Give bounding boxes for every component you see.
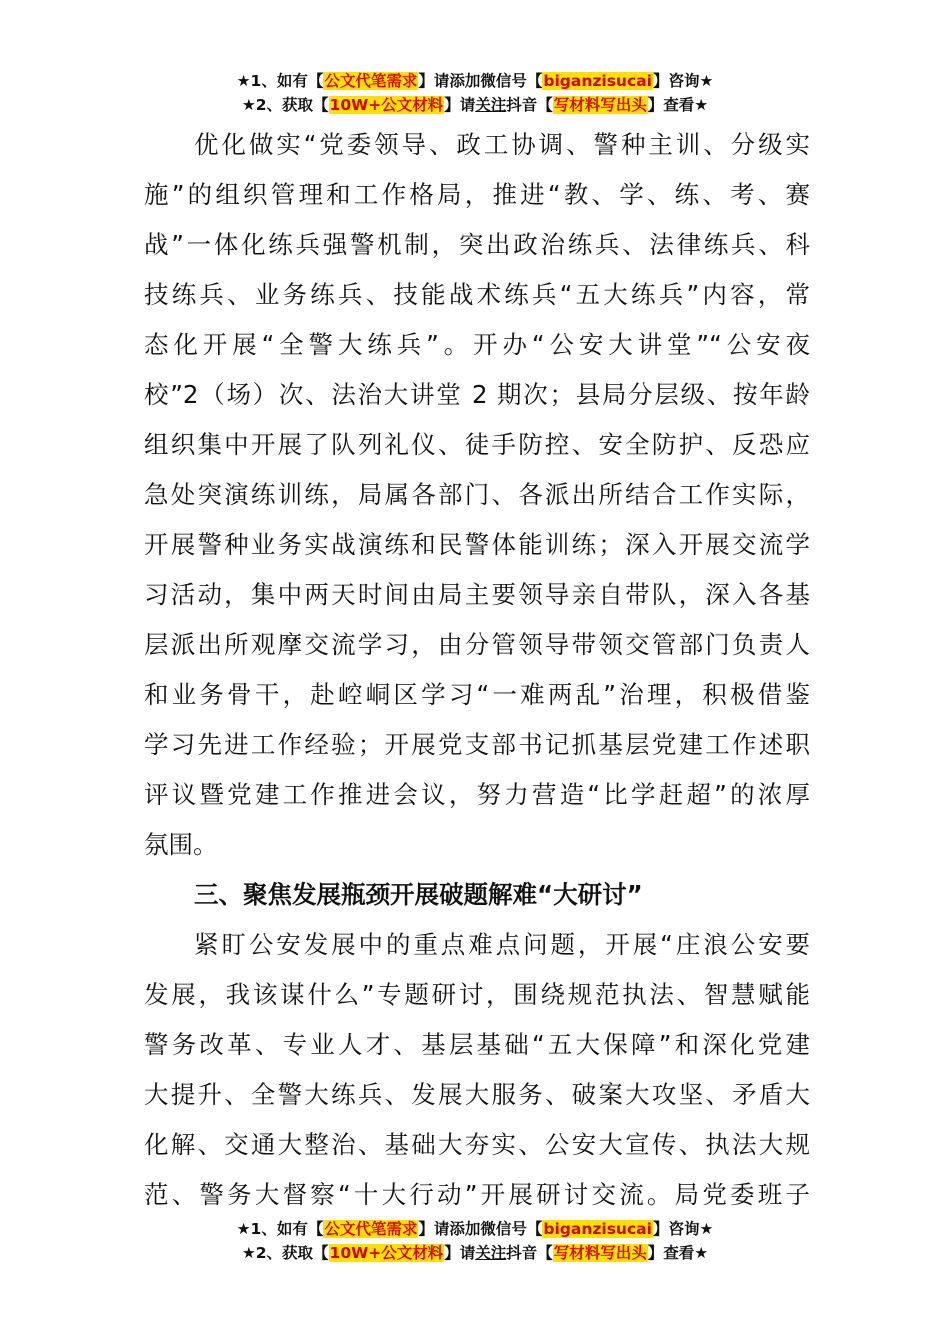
paragraph-line: 技练兵、业务练兵、技能战术练兵“五大练兵”内容，常 — [144, 280, 810, 309]
promo-line-2-top — [0, 94, 950, 116]
paragraph-line: 紧盯公安发展中的重点难点问题，开展“庄浪公安要 — [194, 930, 810, 959]
paragraph-line: 急处突演练训练，局属各部门、各派出所结合工作实际， — [144, 480, 810, 509]
promo-text: ★2、获取【 — [241, 1244, 329, 1262]
paragraph-line: 和业务骨干，赴崆峒区学习“一难两乱”治理，积极借鉴 — [144, 680, 810, 709]
paragraph-line: 化解、交通大整治、基础大夯实、公安大宣传、执法大规 — [144, 1130, 810, 1159]
wechat-id-highlight: biganzisucai — [543, 1220, 652, 1238]
promo-text: 】请添加微信号【 — [418, 72, 543, 90]
paragraph-line: 大提升、全警大练兵、发展大服务、破案大攻坚、矛盾大 — [144, 1080, 810, 1109]
paragraph-line: 评议暨党建工作推进会议，努力营造“比学赶超”的浓厚 — [144, 780, 810, 809]
paragraph-line: 优化做实“党委领导、政工协调、警种主训、分级实 — [194, 130, 810, 159]
promo-text: 】请 — [444, 1244, 476, 1262]
promo-line-1-bottom — [0, 1218, 950, 1240]
paragraph-line: 学习先进工作经验；开展党支部书记抓基层党建工作述职 — [144, 730, 810, 759]
promo-line-2-bottom — [0, 1242, 950, 1264]
promo-text: ★1、如有【 — [236, 1220, 324, 1238]
paragraph-line: 战”一体化练兵强警机制，突出政治练兵、法律练兵、科 — [144, 230, 810, 259]
document-body — [144, 120, 810, 1220]
promo-highlight: 公文代笔需求 — [324, 1220, 418, 1238]
paragraph-line: 层派出所观摩交流学习，由分管领导带领交管部门负责人 — [144, 630, 810, 659]
paragraph-line: 施”的组织管理和工作格局，推进“教、学、练、考、赛 — [144, 180, 810, 209]
douyin-highlight: 写材料写出头 — [553, 96, 647, 114]
promo-text: ★1、如有【 — [236, 72, 324, 90]
promo-highlight: 10W+公文材料 — [329, 1244, 444, 1262]
promo-highlight: 10W+公文材料 — [329, 96, 444, 114]
paragraph-line: 氛围。 — [144, 830, 218, 859]
promo-underlined: 关注 — [475, 1244, 507, 1262]
paragraph-line: 态化开展“全警大练兵”。开办“公安大讲堂”“公安夜 — [144, 330, 810, 359]
douyin-highlight: 写材料写出头 — [553, 1244, 647, 1262]
paragraph-line: 开展警种业务实战演练和民警体能训练；深入开展交流学 — [144, 530, 810, 559]
paragraph-line: 发展，我该谋什么”专题研讨，围绕规范执法、智慧赋能 — [144, 980, 810, 1009]
promo-text: 】查看★ — [647, 1244, 709, 1262]
promo-text: 】咨询★ — [652, 72, 714, 90]
promo-text: 】请 — [444, 96, 476, 114]
promo-text: 】查看★ — [647, 96, 709, 114]
paragraph-line: 习活动，集中两天时间由局主要领导亲自带队，深入各基 — [144, 580, 810, 609]
promo-text: 】咨询★ — [652, 1220, 714, 1238]
paragraph-line: 校”2（场）次、法治大讲堂 2 期次；县局分层级、按年龄 — [144, 380, 810, 409]
promo-line-1-top — [0, 70, 950, 92]
promo-text: 抖音【 — [506, 1244, 553, 1262]
paragraph-line: 范、警务大督察“十大行动”开展研讨交流。局党委班子 — [144, 1180, 810, 1209]
promo-text: 抖音【 — [506, 96, 553, 114]
section-heading: 三、聚焦发展瓶颈开展破题解难“大研讨” — [194, 880, 643, 909]
wechat-id-highlight: biganzisucai — [543, 72, 652, 90]
promo-highlight: 公文代笔需求 — [324, 72, 418, 90]
paragraph-line: 警务改革、专业人才、基层基础“五大保障”和深化党建 — [144, 1030, 810, 1059]
promo-underlined: 关注 — [475, 96, 507, 114]
promo-text: 】请添加微信号【 — [418, 1220, 543, 1238]
paragraph-line: 组织集中开展了队列礼仪、徒手防控、安全防护、反恐应 — [144, 430, 810, 459]
promo-text: ★2、获取【 — [241, 96, 329, 114]
